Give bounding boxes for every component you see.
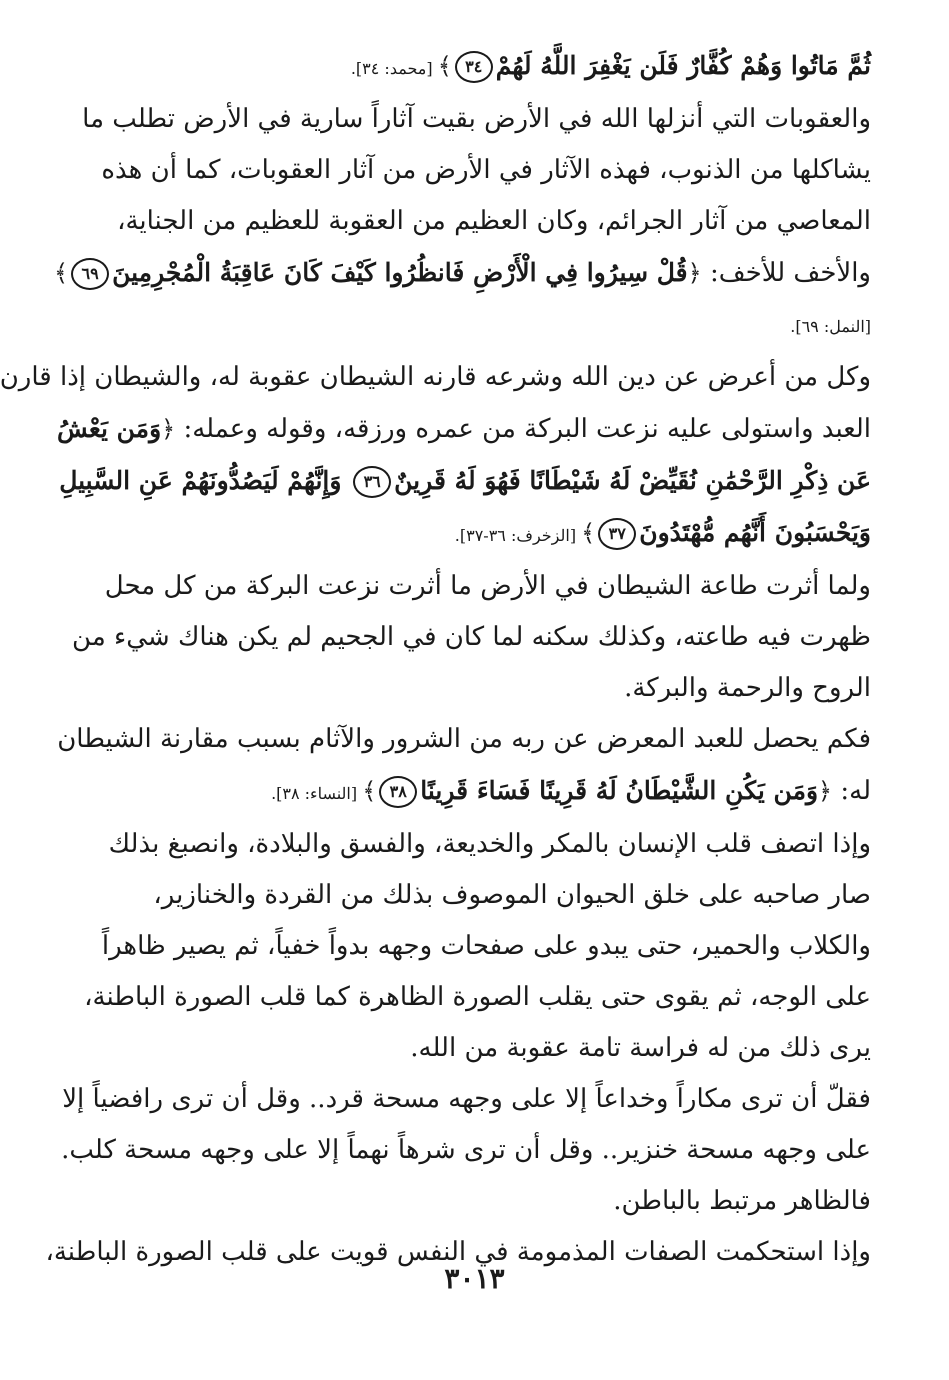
quran-bracket-ornament: ﴾ xyxy=(581,519,596,547)
quran-bracket-ornament: ﴾ xyxy=(437,52,452,80)
body-text-segment: على وجهه مسحة خنزير.. وقل أن ترى شرهاً نهماً إلا على وجهه مسحة كلب. xyxy=(61,1135,871,1165)
text-line xyxy=(78,765,871,819)
paragraph xyxy=(78,819,871,1074)
body-text-segment: له: xyxy=(832,776,871,806)
body-text-segment: وكل من أعرض عن دين الله وشرعه قارنه الشيطان عقوبة له، والشيطان إذا قارن xyxy=(0,362,871,392)
quran-verse: وَمَن يَعْشُ xyxy=(57,414,162,443)
ayah-number-marker: ٣٤ xyxy=(455,51,493,83)
ayah-number-marker: ٣٦ xyxy=(353,466,391,498)
body-text-segment: ولما أثرت طاعة الشيطان في الأرض ما أثرت نزعت البركة من كل محل xyxy=(104,571,871,601)
body-text-segment: على الوجه، ثم يقوى حتى يقلب الصورة الظاهرة كما قلب الصورة الباطنة، xyxy=(84,982,871,1012)
paragraph xyxy=(57,714,871,819)
body-text xyxy=(0,40,871,1278)
body-text-segment: فالظاهر مرتبط بالباطن. xyxy=(613,1186,871,1216)
body-text-segment: وإذا استحكمت الصفات المذمومة في النفس قويت على قلب الصورة الباطنة، xyxy=(45,1237,871,1267)
text-line xyxy=(78,561,871,612)
quran-bracket-ornament: ﴾ xyxy=(362,777,377,805)
body-text-segment: صار صاحبه على خلق الحيوان الموصوف بذلك من القردة والخنازير، xyxy=(153,880,871,910)
body-text-segment: يشاكلها من الذنوب، فهذه الآثار في الأرض من آثار العقوبات، كما أن هذه xyxy=(101,155,871,185)
paragraph xyxy=(78,40,871,94)
ayah-number-marker: ٣٧ xyxy=(598,518,636,550)
quran-bracket-ornament: ﴿ xyxy=(818,777,833,805)
text-line xyxy=(78,921,871,972)
quran-bracket-ornament: ﴿ xyxy=(161,415,176,443)
text-line xyxy=(78,196,871,247)
page-number: ٣٠١٣ xyxy=(444,1262,505,1295)
text-line xyxy=(78,870,871,921)
text-line xyxy=(78,40,871,94)
body-text-segment: والأخف للأخف: xyxy=(701,258,871,288)
body-text-segment: يرى ذلك من له فراسة تامة عقوبة من الله. xyxy=(410,1033,871,1063)
body-text-segment: فقلّ أن ترى مكاراً وخداعاً إلا على وجهه مسحة قرد.. وقل أن ترى رافضياً إلا xyxy=(62,1084,871,1114)
body-text-segment: العبد واستولى عليه نزعت البركة من عمره ورزقه، وقوله وعمله: xyxy=(175,414,871,444)
text-line xyxy=(0,352,871,403)
paragraph xyxy=(72,561,871,714)
text-line xyxy=(61,1125,871,1176)
quran-verse: وَإِنَّهُمْ لَيَصُدُّونَهُمْ عَنِ السَّبِيلِ xyxy=(59,466,351,495)
text-line xyxy=(59,455,871,507)
text-line xyxy=(54,247,871,299)
paragraph xyxy=(61,1074,871,1227)
text-line xyxy=(57,714,871,765)
text-line xyxy=(78,663,871,714)
text-line xyxy=(72,612,871,663)
quran-verse: قُلْ سِيرُوا فِي الْأَرْضِ فَانظُرُوا كَيْفَ كَانَ عَاقِبَةُ الْمُجْرِمِينَ xyxy=(112,258,688,287)
text-line xyxy=(78,972,871,1023)
verse-reference: [النساء: ٣٨]. xyxy=(271,784,363,803)
text-line xyxy=(78,94,871,145)
body-text-segment: ظهرت فيه طاعته، وكذلك سكنه لما كان في الجحيم لم يكن هناك شيء من xyxy=(72,622,871,652)
paragraph xyxy=(0,352,871,561)
ayah-number-marker: ٣٨ xyxy=(379,776,417,808)
verse-reference: [محمد: ٣٤]. xyxy=(350,59,438,78)
text-line xyxy=(78,145,871,196)
quran-verse: عَن ذِكْرِ الرَّحْمَٰنِ نُقَيِّضْ لَهُ شَيْطَانًا فَهُوَ لَهُ قَرِينٌ xyxy=(394,466,871,495)
quran-verse: ثُمَّ مَاتُوا وَهُمْ كُفَّارٌ فَلَن يَغْفِرَ اللَّهُ لَهُمْ xyxy=(495,51,871,80)
quran-verse: وَمَن يَكُنِ الشَّيْطَانُ لَهُ قَرِينًا فَسَاءَ قَرِينًا xyxy=(420,776,819,805)
text-line xyxy=(62,1074,871,1125)
body-text-segment: والعقوبات التي أنزلها الله في الأرض بقيت آثاراً سارية في الأرض تطلب ما xyxy=(82,104,871,134)
text-line xyxy=(57,403,871,455)
quran-bracket-ornament: ﴾ xyxy=(54,259,69,287)
text-line xyxy=(78,507,871,561)
body-text-segment: الروح والرحمة والبركة. xyxy=(624,673,871,703)
ayah-number-marker: ٦٩ xyxy=(71,258,109,290)
text-line xyxy=(78,1023,871,1074)
body-text-segment: والكلاب والحمير، حتى يبدو على صفحات وجهه بدواً خفياً، ثم يصير ظاهراً xyxy=(101,931,871,961)
quran-bracket-ornament: ﴿ xyxy=(687,259,702,287)
text-line xyxy=(78,1176,871,1227)
verse-reference: [الزخرف: ٣٦-٣٧]. xyxy=(454,526,582,545)
text-line xyxy=(78,819,871,870)
paragraph xyxy=(54,94,871,352)
body-text-segment: وإذا اتصف قلب الإنسان بالمكر والخديعة، والفسق والبلادة، وانصبغ بذلك xyxy=(108,829,871,859)
quran-verse: وَيَحْسَبُونَ أَنَّهُم مُّهْتَدُونَ xyxy=(639,518,871,547)
body-text-segment: المعاصي من آثار الجرائم، وكان العظيم من العقوبة للعظيم من الجناية، xyxy=(117,206,871,236)
text-line xyxy=(78,299,871,352)
verse-reference: [النمل: ٦٩]. xyxy=(790,317,871,336)
body-text-segment: فكم يحصل للعبد المعرض عن ربه من الشرور والآثام بسبب مقارنة الشيطان xyxy=(57,724,871,754)
